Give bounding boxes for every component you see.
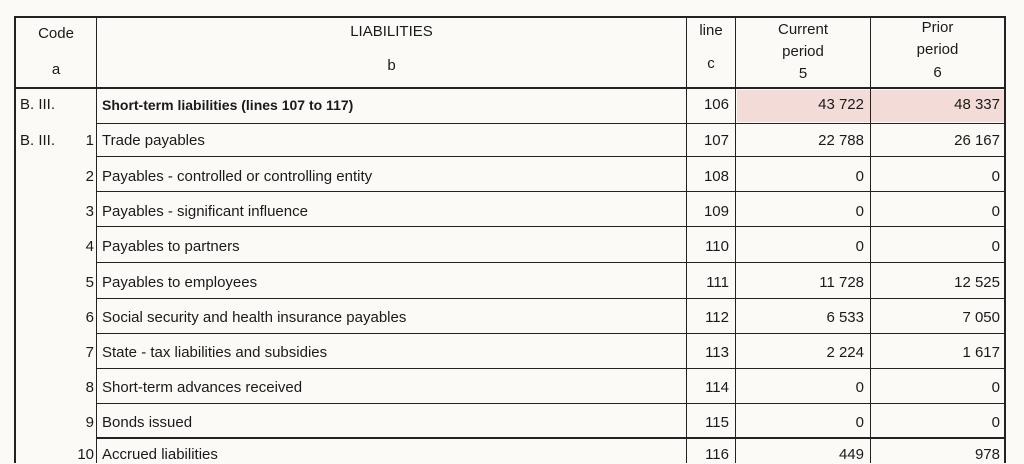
row-label: Short-term liabilities (lines 107 to 117) [102, 97, 354, 113]
row-line-number: 115 [705, 414, 729, 431]
row-prior-period-value: 0 [991, 238, 1000, 255]
row-section-code: B. III. [20, 96, 56, 113]
row-item-number: 5 [85, 274, 94, 291]
header-current-period-sub: 5 [798, 65, 808, 82]
header-line-sub: c [707, 55, 715, 72]
row-label: Payables - controlled or controlling entity [102, 168, 373, 185]
header-liabilities-sub: b [387, 57, 396, 74]
row-prior-period-value: 12 525 [954, 274, 1000, 291]
row-item-number: 2 [85, 168, 94, 185]
row-line-number: 116 [705, 446, 729, 463]
row-prior-period-value: 48 337 [954, 96, 1000, 113]
row-item-number: 7 [85, 344, 94, 361]
header-bottom-border [14, 87, 1006, 89]
row-line-number: 113 [705, 344, 729, 361]
row-line-number: 114 [705, 379, 729, 396]
row-item-number: 9 [85, 414, 94, 431]
row-prior-period-value: 0 [991, 414, 1000, 431]
header-prior-period-sub: 6 [933, 64, 942, 81]
row-current-period-value: 22 788 [818, 132, 864, 149]
header-liabilities-label: LIABILITIES [350, 23, 433, 40]
header-code-label: Code [38, 25, 74, 42]
header-current-period-label-1: Current [777, 21, 829, 38]
row-current-period-value: 0 [855, 238, 864, 255]
row-line-number: 110 [705, 238, 729, 255]
row-item-number: 1 [85, 132, 94, 149]
column-divider [96, 16, 97, 463]
row-line-number: 106 [703, 96, 729, 113]
row-current-period-value: 0 [855, 168, 864, 185]
row-item-number: 8 [85, 379, 94, 396]
row-label: Short-term advances received [102, 379, 303, 396]
row-prior-period-value: 0 [991, 203, 1000, 220]
row-label: Payables - significant influence [102, 203, 308, 220]
header-prior-period-label-2: period [916, 41, 959, 58]
row-current-period-value: 0 [855, 414, 864, 431]
row-prior-period-value: 7 050 [962, 309, 1000, 326]
table-left-border [14, 16, 16, 463]
row-prior-period-value: 0 [991, 168, 1000, 185]
row-section-code: B. III. [20, 132, 56, 149]
row-label: Payables to employees [102, 274, 258, 291]
row-label: Payables to partners [102, 238, 240, 255]
row-prior-period-value: 1 617 [962, 344, 1000, 361]
row-prior-period-value: 26 167 [954, 132, 1000, 149]
row-line-number: 109 [703, 203, 729, 220]
row-item-number: 10 [77, 446, 94, 463]
table-right-border [1004, 16, 1006, 463]
row-item-number: 6 [85, 309, 94, 326]
header-code-sub: a [51, 61, 61, 78]
row-current-period-value: 6 533 [826, 309, 864, 326]
row-label: Trade payables [102, 132, 205, 149]
header-prior-period-label-1: Prior [921, 19, 954, 36]
row-prior-period-value: 0 [991, 379, 1000, 396]
table-top-border [14, 16, 1006, 18]
row-current-period-value: 0 [855, 379, 864, 396]
header-line-label: line [699, 22, 723, 39]
row-current-period-value: 0 [855, 203, 864, 220]
header-current-period-label-2: period [782, 43, 824, 60]
row-current-period-value: 11 728 [819, 274, 864, 291]
row-label: Bonds issued [102, 414, 193, 431]
row-label: Social security and health insurance payables [102, 309, 407, 326]
row-line-number: 112 [705, 309, 729, 326]
row-line-number: 107 [703, 132, 729, 149]
row-prior-period-value: 978 [974, 446, 1000, 463]
row-current-period-value: 2 224 [826, 344, 864, 361]
row-label: Accrued liabilities [102, 446, 218, 463]
row-line-number: 108 [703, 168, 729, 185]
row-current-period-value: 43 722 [818, 96, 864, 113]
row-item-number: 3 [85, 203, 94, 220]
row-current-period-value: 449 [838, 446, 864, 463]
row-label: State - tax liabilities and subsidies [102, 344, 328, 361]
row-item-number: 4 [85, 238, 94, 255]
row-line-number: 111 [706, 274, 729, 291]
